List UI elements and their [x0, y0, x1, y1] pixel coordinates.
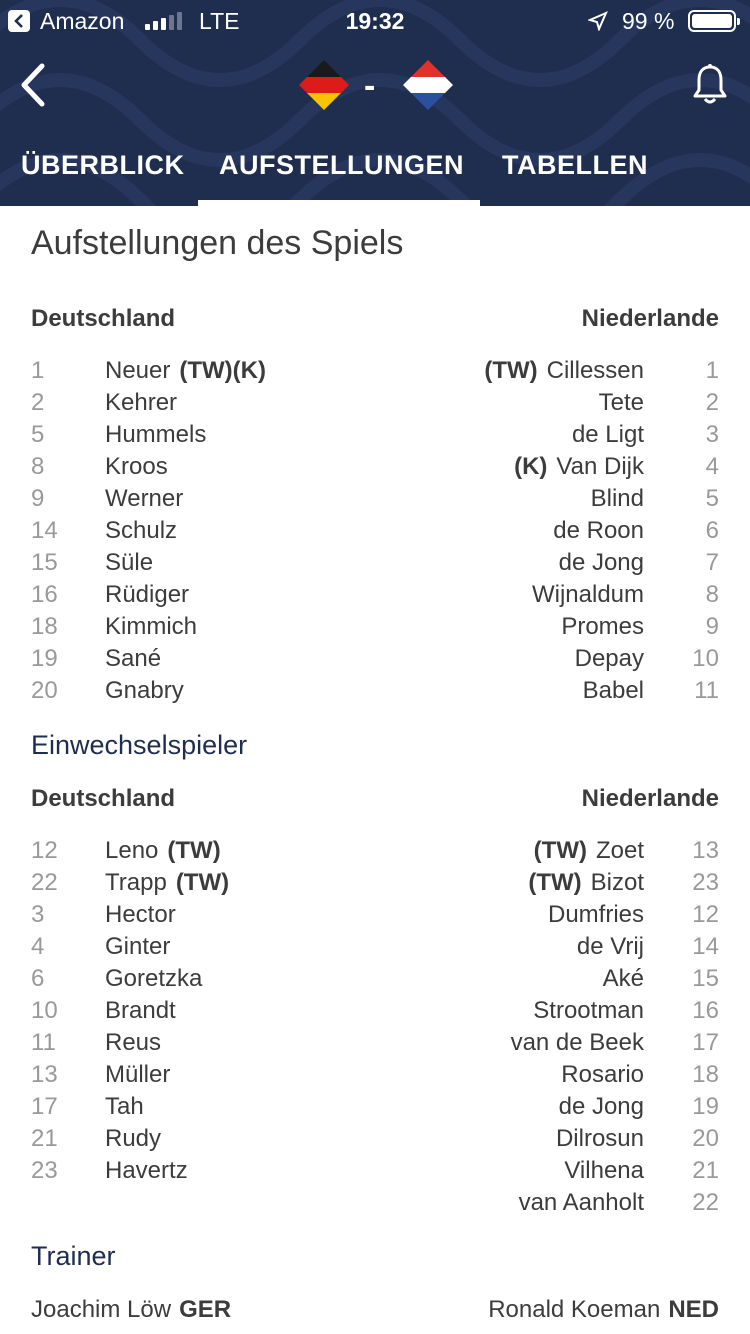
home-player-name: Neuer: [105, 357, 171, 384]
location-arrow-icon: [588, 10, 608, 37]
home-player[interactable]: [105, 419, 206, 451]
away-player-number: 8: [705, 581, 719, 608]
away-player-number: 23: [692, 869, 719, 896]
tab-aufstellungen[interactable]: AUFSTELLUNGEN: [219, 150, 464, 180]
home-player-number: 22: [31, 869, 58, 896]
away-player[interactable]: [528, 867, 644, 899]
player-row: [0, 675, 750, 707]
away-player-name: Wijnaldum: [531, 581, 644, 608]
away-player-role-tag: (TW): [484, 357, 538, 384]
away-player-name: Tete: [598, 389, 644, 416]
home-player-number: 21: [31, 1125, 58, 1152]
away-player-name: Vilhena: [564, 1157, 644, 1184]
away-player-number: 15: [692, 965, 719, 992]
player-row: [0, 867, 750, 899]
home-team-subs-heading: Deutschland: [31, 785, 176, 812]
away-player[interactable]: [519, 1187, 644, 1219]
player-row: [0, 419, 750, 451]
home-player-name: Schulz: [105, 517, 178, 544]
home-player-name: Kimmich: [105, 613, 198, 640]
home-player[interactable]: [105, 1059, 170, 1091]
substitutes-list: [0, 835, 750, 1219]
home-player[interactable]: [105, 1027, 161, 1059]
player-row: [0, 355, 750, 387]
netherlands-flag-icon: [403, 60, 453, 110]
player-row: [0, 579, 750, 611]
home-player-name: Leno: [105, 837, 159, 864]
away-player-number: 10: [692, 645, 719, 672]
tab-ueberblick[interactable]: ÜBERBLICK: [21, 150, 185, 180]
away-player[interactable]: [511, 1027, 644, 1059]
away-player-name: van de Beek: [510, 1029, 644, 1056]
away-team-heading: Niederlande: [581, 305, 719, 332]
away-trainer: [488, 1296, 719, 1324]
app-header: [0, 0, 750, 206]
away-player-number: 16: [692, 997, 719, 1024]
home-player[interactable]: [105, 867, 229, 899]
home-player[interactable]: [105, 611, 197, 643]
home-player-name: Kehrer: [105, 389, 178, 416]
home-player-name: Müller: [105, 1061, 171, 1088]
battery-icon: [688, 10, 736, 32]
away-player[interactable]: [548, 899, 644, 931]
home-player-number: 19: [31, 645, 58, 672]
status-time: 19:32: [345, 8, 405, 34]
home-player[interactable]: [105, 483, 183, 515]
away-player-name: Van Dijk: [556, 453, 644, 480]
home-player[interactable]: [105, 931, 170, 963]
home-player-number: 4: [31, 933, 45, 960]
home-trainer: [31, 1296, 231, 1324]
home-player-name: Rudy: [105, 1125, 162, 1152]
away-player-name: Dilrosun: [555, 1125, 644, 1152]
away-player[interactable]: [583, 675, 644, 707]
away-player-number: 12: [692, 901, 719, 928]
home-player-name: Kroos: [105, 453, 168, 480]
home-team-heading: Deutschland: [31, 305, 176, 332]
away-player-number: 11: [694, 677, 719, 704]
page-title: Aufstellungen des Spiels: [31, 224, 404, 262]
away-player-name: Rosario: [561, 1061, 644, 1088]
away-team-subs-heading: Niederlande: [581, 785, 719, 812]
player-row: [0, 899, 750, 931]
away-player-number: 1: [705, 357, 719, 384]
player-row: [0, 1027, 750, 1059]
home-player-number: 20: [31, 677, 58, 704]
away-player[interactable]: [532, 579, 644, 611]
home-player-role-tag: (TW): [175, 869, 230, 896]
germany-flag-icon: [299, 60, 349, 110]
home-player[interactable]: [105, 675, 184, 707]
player-row: [0, 611, 750, 643]
away-player[interactable]: [603, 963, 644, 995]
player-row: [0, 1123, 750, 1155]
bell-icon[interactable]: [692, 63, 728, 107]
home-player-number: 10: [31, 997, 58, 1024]
home-player-name: Havertz: [105, 1157, 188, 1184]
home-player[interactable]: [105, 547, 153, 579]
home-player-number: 17: [31, 1093, 58, 1120]
away-player[interactable]: [514, 451, 644, 483]
away-player-name: de Vrij: [576, 933, 644, 960]
away-player-number: 21: [692, 1157, 719, 1184]
home-player-name: Tah: [105, 1093, 144, 1120]
home-player[interactable]: [105, 579, 189, 611]
away-player-number: 19: [692, 1093, 719, 1120]
away-player[interactable]: [575, 643, 644, 675]
home-player[interactable]: [105, 963, 202, 995]
away-player-number: 4: [705, 453, 719, 480]
home-player-name: Brandt: [105, 997, 176, 1024]
away-player-name: Promes: [561, 613, 644, 640]
away-player-role-tag: (K): [514, 453, 548, 480]
away-player-name: de Jong: [558, 1093, 644, 1120]
away-player-number: 7: [705, 549, 719, 576]
home-player-number: 9: [31, 485, 45, 512]
away-player[interactable]: [559, 547, 644, 579]
home-player-number: 23: [31, 1157, 58, 1184]
away-player-name: Zoet: [595, 837, 644, 864]
network-type: LTE: [199, 8, 240, 34]
player-row: [0, 931, 750, 963]
home-player-number: 14: [31, 517, 58, 544]
home-player-number: 6: [31, 965, 45, 992]
away-player[interactable]: [533, 995, 644, 1027]
away-player-name: Bizot: [590, 869, 644, 896]
away-player-name: Cillessen: [546, 357, 644, 384]
home-player-name: Ginter: [105, 933, 171, 960]
home-player[interactable]: [105, 899, 176, 931]
away-player[interactable]: [556, 1123, 644, 1155]
away-player[interactable]: [553, 515, 644, 547]
away-player-number: 17: [692, 1029, 719, 1056]
away-player-name: Depay: [574, 645, 644, 672]
home-player-name: Goretzka: [105, 965, 203, 992]
battery-percentage: 99 %: [622, 8, 675, 34]
home-player[interactable]: [105, 1123, 161, 1155]
home-trainer-name: Joachim Löw: [31, 1296, 172, 1323]
away-player-name: van Aanholt: [518, 1189, 644, 1216]
player-row: [0, 547, 750, 579]
home-player-name: Reus: [105, 1029, 162, 1056]
away-player-role-tag: (TW): [533, 837, 587, 864]
home-player-number: 16: [31, 581, 58, 608]
away-player-number: 2: [705, 389, 719, 416]
away-player-name: Strootman: [533, 997, 644, 1024]
home-player-number: 8: [31, 453, 45, 480]
home-player-name: Rüdiger: [105, 581, 190, 608]
away-player-name: de Roon: [553, 517, 644, 544]
home-player-name: Hummels: [105, 421, 207, 448]
player-row: [0, 1059, 750, 1091]
away-trainer-name: Ronald Koeman: [488, 1296, 661, 1323]
player-row: [0, 387, 750, 419]
away-player[interactable]: [561, 1059, 644, 1091]
home-player-name: Gnabry: [105, 677, 184, 704]
away-player[interactable]: [591, 483, 644, 515]
away-player-number: 22: [692, 1189, 719, 1216]
away-player[interactable]: [564, 1155, 644, 1187]
back-app-label[interactable]: Amazon: [40, 8, 125, 34]
player-row: [0, 835, 750, 867]
starting-lineup-list: [0, 355, 750, 707]
home-player[interactable]: [105, 355, 266, 387]
home-player-number: 3: [31, 901, 45, 928]
home-player-name: Süle: [105, 549, 154, 576]
player-row: [0, 1091, 750, 1123]
home-player[interactable]: [105, 835, 221, 867]
player-row: [0, 451, 750, 483]
home-player-name: Hector: [105, 901, 176, 928]
player-row: [0, 995, 750, 1027]
away-player[interactable]: [559, 1091, 644, 1123]
away-player-name: Dumfries: [547, 901, 644, 928]
home-player-number: 5: [31, 421, 45, 448]
away-player-name: Blind: [590, 485, 644, 512]
home-player[interactable]: [105, 451, 168, 483]
home-player-number: 18: [31, 613, 58, 640]
away-player-number: 3: [705, 421, 719, 448]
player-row: [0, 963, 750, 995]
away-player[interactable]: [484, 355, 644, 387]
home-player-name: Trapp: [105, 869, 167, 896]
match-separator: -: [364, 67, 376, 105]
back-arrow-icon[interactable]: [16, 62, 50, 108]
away-trainer-country: NED: [668, 1296, 719, 1323]
away-player-number: 13: [692, 837, 719, 864]
away-player-name: Babel: [582, 677, 644, 704]
home-player[interactable]: [105, 643, 161, 675]
substitutes-title: Einwechselspieler: [31, 730, 248, 760]
lineup-content: [0, 206, 750, 1334]
away-player[interactable]: [577, 931, 644, 963]
home-player-name: Sané: [105, 645, 162, 672]
away-player-name: de Ligt: [571, 421, 644, 448]
away-player-number: 20: [692, 1125, 719, 1152]
tab-bar: [0, 140, 750, 206]
away-player[interactable]: [572, 419, 644, 451]
away-player-number: 9: [705, 613, 719, 640]
tab-tabellen[interactable]: TABELLEN: [502, 150, 648, 180]
player-row: [0, 1187, 750, 1219]
home-trainer-country: GER: [179, 1296, 232, 1323]
home-player[interactable]: [105, 387, 177, 419]
home-player[interactable]: [105, 1091, 144, 1123]
player-row: [0, 1155, 750, 1187]
home-player-number: 2: [31, 389, 45, 416]
home-player[interactable]: [105, 515, 177, 547]
away-player-number: 5: [705, 485, 719, 512]
home-player-number: 1: [31, 357, 45, 384]
away-player-number: 14: [692, 933, 719, 960]
home-player-number: 12: [31, 837, 58, 864]
away-player-number: 18: [692, 1061, 719, 1088]
player-row: [0, 515, 750, 547]
home-player-name: Werner: [105, 485, 184, 512]
home-player-number: 11: [31, 1029, 56, 1056]
away-player-number: 6: [705, 517, 719, 544]
home-player-number: 13: [31, 1061, 58, 1088]
away-player-name: de Jong: [558, 549, 644, 576]
away-player[interactable]: [599, 387, 644, 419]
player-row: [0, 483, 750, 515]
away-player-name: Aké: [602, 965, 644, 992]
status-bar: [0, 0, 750, 40]
home-player-role-tag: (TW)(K): [179, 357, 266, 384]
away-player[interactable]: [561, 611, 644, 643]
away-player-role-tag: (TW): [528, 869, 582, 896]
away-player[interactable]: [534, 835, 644, 867]
trainer-title: Trainer: [31, 1241, 116, 1271]
home-player-number: 15: [31, 549, 58, 576]
player-row: [0, 643, 750, 675]
home-player[interactable]: [105, 995, 176, 1027]
home-player[interactable]: [105, 1155, 188, 1187]
home-player-role-tag: (TW): [167, 837, 221, 864]
